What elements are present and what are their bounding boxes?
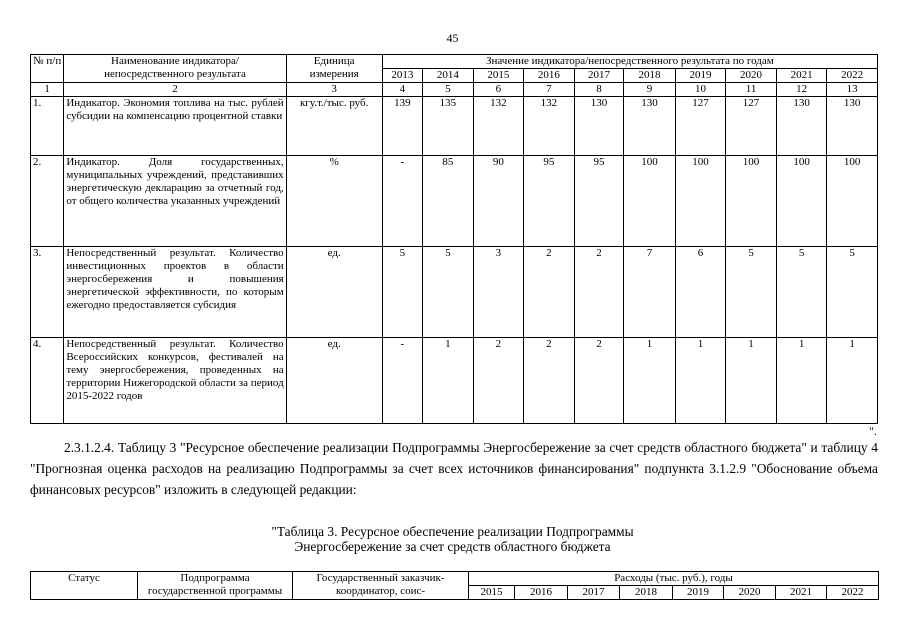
row-value: 95 bbox=[574, 156, 624, 247]
row-value: 6 bbox=[675, 247, 726, 338]
header-num: № п/п bbox=[31, 55, 64, 83]
table-row bbox=[31, 338, 878, 424]
column-number: 5 bbox=[423, 83, 474, 97]
body-paragraph bbox=[30, 437, 878, 500]
row-value: 100 bbox=[726, 156, 777, 247]
header-year: 2016 bbox=[524, 69, 575, 83]
header-customer: Государственный заказчик-координатор, соис- bbox=[293, 572, 469, 600]
header-year: 2021 bbox=[776, 586, 827, 600]
row-value: 3 bbox=[473, 247, 524, 338]
column-number: 2 bbox=[64, 83, 286, 97]
column-number: 3 bbox=[286, 83, 382, 97]
row-value: 100 bbox=[675, 156, 726, 247]
row-value: 2 bbox=[524, 247, 575, 338]
row-value: 1 bbox=[423, 338, 474, 424]
row-unit: ед. bbox=[286, 247, 382, 338]
page-number: 45 bbox=[446, 31, 459, 45]
row-value: - bbox=[382, 338, 422, 424]
row-value: 132 bbox=[524, 97, 575, 156]
closing-quote: ". bbox=[869, 424, 877, 438]
column-number: 11 bbox=[726, 83, 777, 97]
header-year: 2013 bbox=[382, 69, 422, 83]
row-unit: % bbox=[286, 156, 382, 247]
row-name: Индикатор. Доля государственных, муниципальных учреждений, представивших энергетическую декларацию за отчетный год, от общего количества указанных учреждений bbox=[64, 156, 286, 247]
row-value: 132 bbox=[473, 97, 524, 156]
row-unit: ед. bbox=[286, 338, 382, 424]
row-value: 5 bbox=[423, 247, 474, 338]
row-value: 130 bbox=[624, 97, 676, 156]
row-unit: кгу.т./тыс. руб. bbox=[286, 97, 382, 156]
resource-table bbox=[30, 571, 879, 600]
row-value: 1 bbox=[726, 338, 777, 424]
row-num: 4. bbox=[31, 338, 64, 424]
column-number: 12 bbox=[776, 83, 827, 97]
row-name: Непосредственный результат. Количество Всероссийских конкурсов, фестивалей на тему энергосбережения, проведенных на территории Нижегородской области за период 2015-2022 годов bbox=[64, 338, 286, 424]
row-value: 90 bbox=[473, 156, 524, 247]
row-value: 1 bbox=[776, 338, 827, 424]
row-value: 2 bbox=[574, 338, 624, 424]
header-year: 2018 bbox=[620, 586, 673, 600]
row-value: 130 bbox=[574, 97, 624, 156]
row-value: 7 bbox=[624, 247, 676, 338]
column-number: 6 bbox=[473, 83, 524, 97]
row-value: 130 bbox=[776, 97, 827, 156]
table3-title bbox=[0, 524, 905, 554]
row-name: Непосредственный результат. Количество инвестиционных проектов в области энергосбережения и повышения энергетической эффективности, по которым ежегодно предоставляется субсидия bbox=[64, 247, 286, 338]
table-row bbox=[31, 97, 878, 156]
indicators-table bbox=[30, 54, 878, 424]
header-status: Статус bbox=[31, 572, 138, 600]
header-year: 2020 bbox=[726, 69, 777, 83]
row-value: 5 bbox=[827, 247, 878, 338]
header-expenses: Расходы (тыс. руб.), годы bbox=[469, 572, 879, 586]
row-value: 127 bbox=[726, 97, 777, 156]
row-num: 3. bbox=[31, 247, 64, 338]
table3-title-line2: Энергосбережение за счет средств областного бюджета bbox=[294, 539, 611, 554]
row-value: 127 bbox=[675, 97, 726, 156]
row-value: 1 bbox=[827, 338, 878, 424]
header-year: 2015 bbox=[473, 69, 524, 83]
header-year: 2022 bbox=[827, 586, 879, 600]
header-year: 2014 bbox=[423, 69, 474, 83]
row-value: 1 bbox=[624, 338, 676, 424]
row-num: 1. bbox=[31, 97, 64, 156]
row-value: 5 bbox=[726, 247, 777, 338]
row-value: 85 bbox=[423, 156, 474, 247]
table-row bbox=[31, 156, 878, 247]
header-year: 2015 bbox=[469, 586, 515, 600]
header-year: 2021 bbox=[776, 69, 827, 83]
header-year: 2020 bbox=[724, 586, 776, 600]
row-value: 1 bbox=[675, 338, 726, 424]
row-value: 100 bbox=[776, 156, 827, 247]
row-value: 100 bbox=[624, 156, 676, 247]
header-year: 2017 bbox=[574, 69, 624, 83]
row-value: 2 bbox=[574, 247, 624, 338]
row-value: 5 bbox=[776, 247, 827, 338]
column-number: 1 bbox=[31, 83, 64, 97]
row-num: 2. bbox=[31, 156, 64, 247]
header-subprogram: Подпрограмма государственной программы bbox=[138, 572, 293, 600]
column-number: 8 bbox=[574, 83, 624, 97]
paragraph-text: 2.3.1.2.4. Таблицу 3 "Ресурсное обеспечение реализации Подпрограммы Энергосбережение за счет средств областного бюджета" и таблицу 4 "Прогнозная оценка расходов на реализацию Подпрограммы за счет всех источников финансирования" подпункта 3.1.2.9 "Обоснование объема финансовых ресурсов" изложить в следующей редакции: bbox=[30, 440, 878, 497]
column-number: 7 bbox=[524, 83, 575, 97]
header-unit: Единица измерения bbox=[286, 55, 382, 83]
row-value: - bbox=[382, 156, 422, 247]
column-number: 9 bbox=[624, 83, 676, 97]
header-year: 2016 bbox=[515, 586, 568, 600]
header-year: 2022 bbox=[827, 69, 878, 83]
column-number: 13 bbox=[827, 83, 878, 97]
row-value: 100 bbox=[827, 156, 878, 247]
header-year: 2017 bbox=[568, 586, 620, 600]
header-values-group: Значение индикатора/непосредственного результата по годам bbox=[382, 55, 877, 69]
header-year: 2018 bbox=[624, 69, 676, 83]
header-name: Наименование индикатора/ непосредственного результата bbox=[64, 55, 286, 83]
row-value: 95 bbox=[524, 156, 575, 247]
column-number: 4 bbox=[382, 83, 422, 97]
row-value: 135 bbox=[423, 97, 474, 156]
table-row bbox=[31, 247, 878, 338]
row-value: 2 bbox=[524, 338, 575, 424]
row-value: 130 bbox=[827, 97, 878, 156]
column-numbers-row bbox=[31, 83, 878, 97]
row-name: Индикатор. Экономия топлива на тыс. рублей субсидии на компенсацию процентной ставки bbox=[64, 97, 286, 156]
table3-title-line1: "Таблица 3. Ресурсное обеспечение реализации Подпрограммы bbox=[271, 524, 634, 539]
header-year: 2019 bbox=[673, 586, 724, 600]
row-value: 5 bbox=[382, 247, 422, 338]
column-number: 10 bbox=[675, 83, 726, 97]
header-year: 2019 bbox=[675, 69, 726, 83]
row-value: 139 bbox=[382, 97, 422, 156]
row-value: 2 bbox=[473, 338, 524, 424]
